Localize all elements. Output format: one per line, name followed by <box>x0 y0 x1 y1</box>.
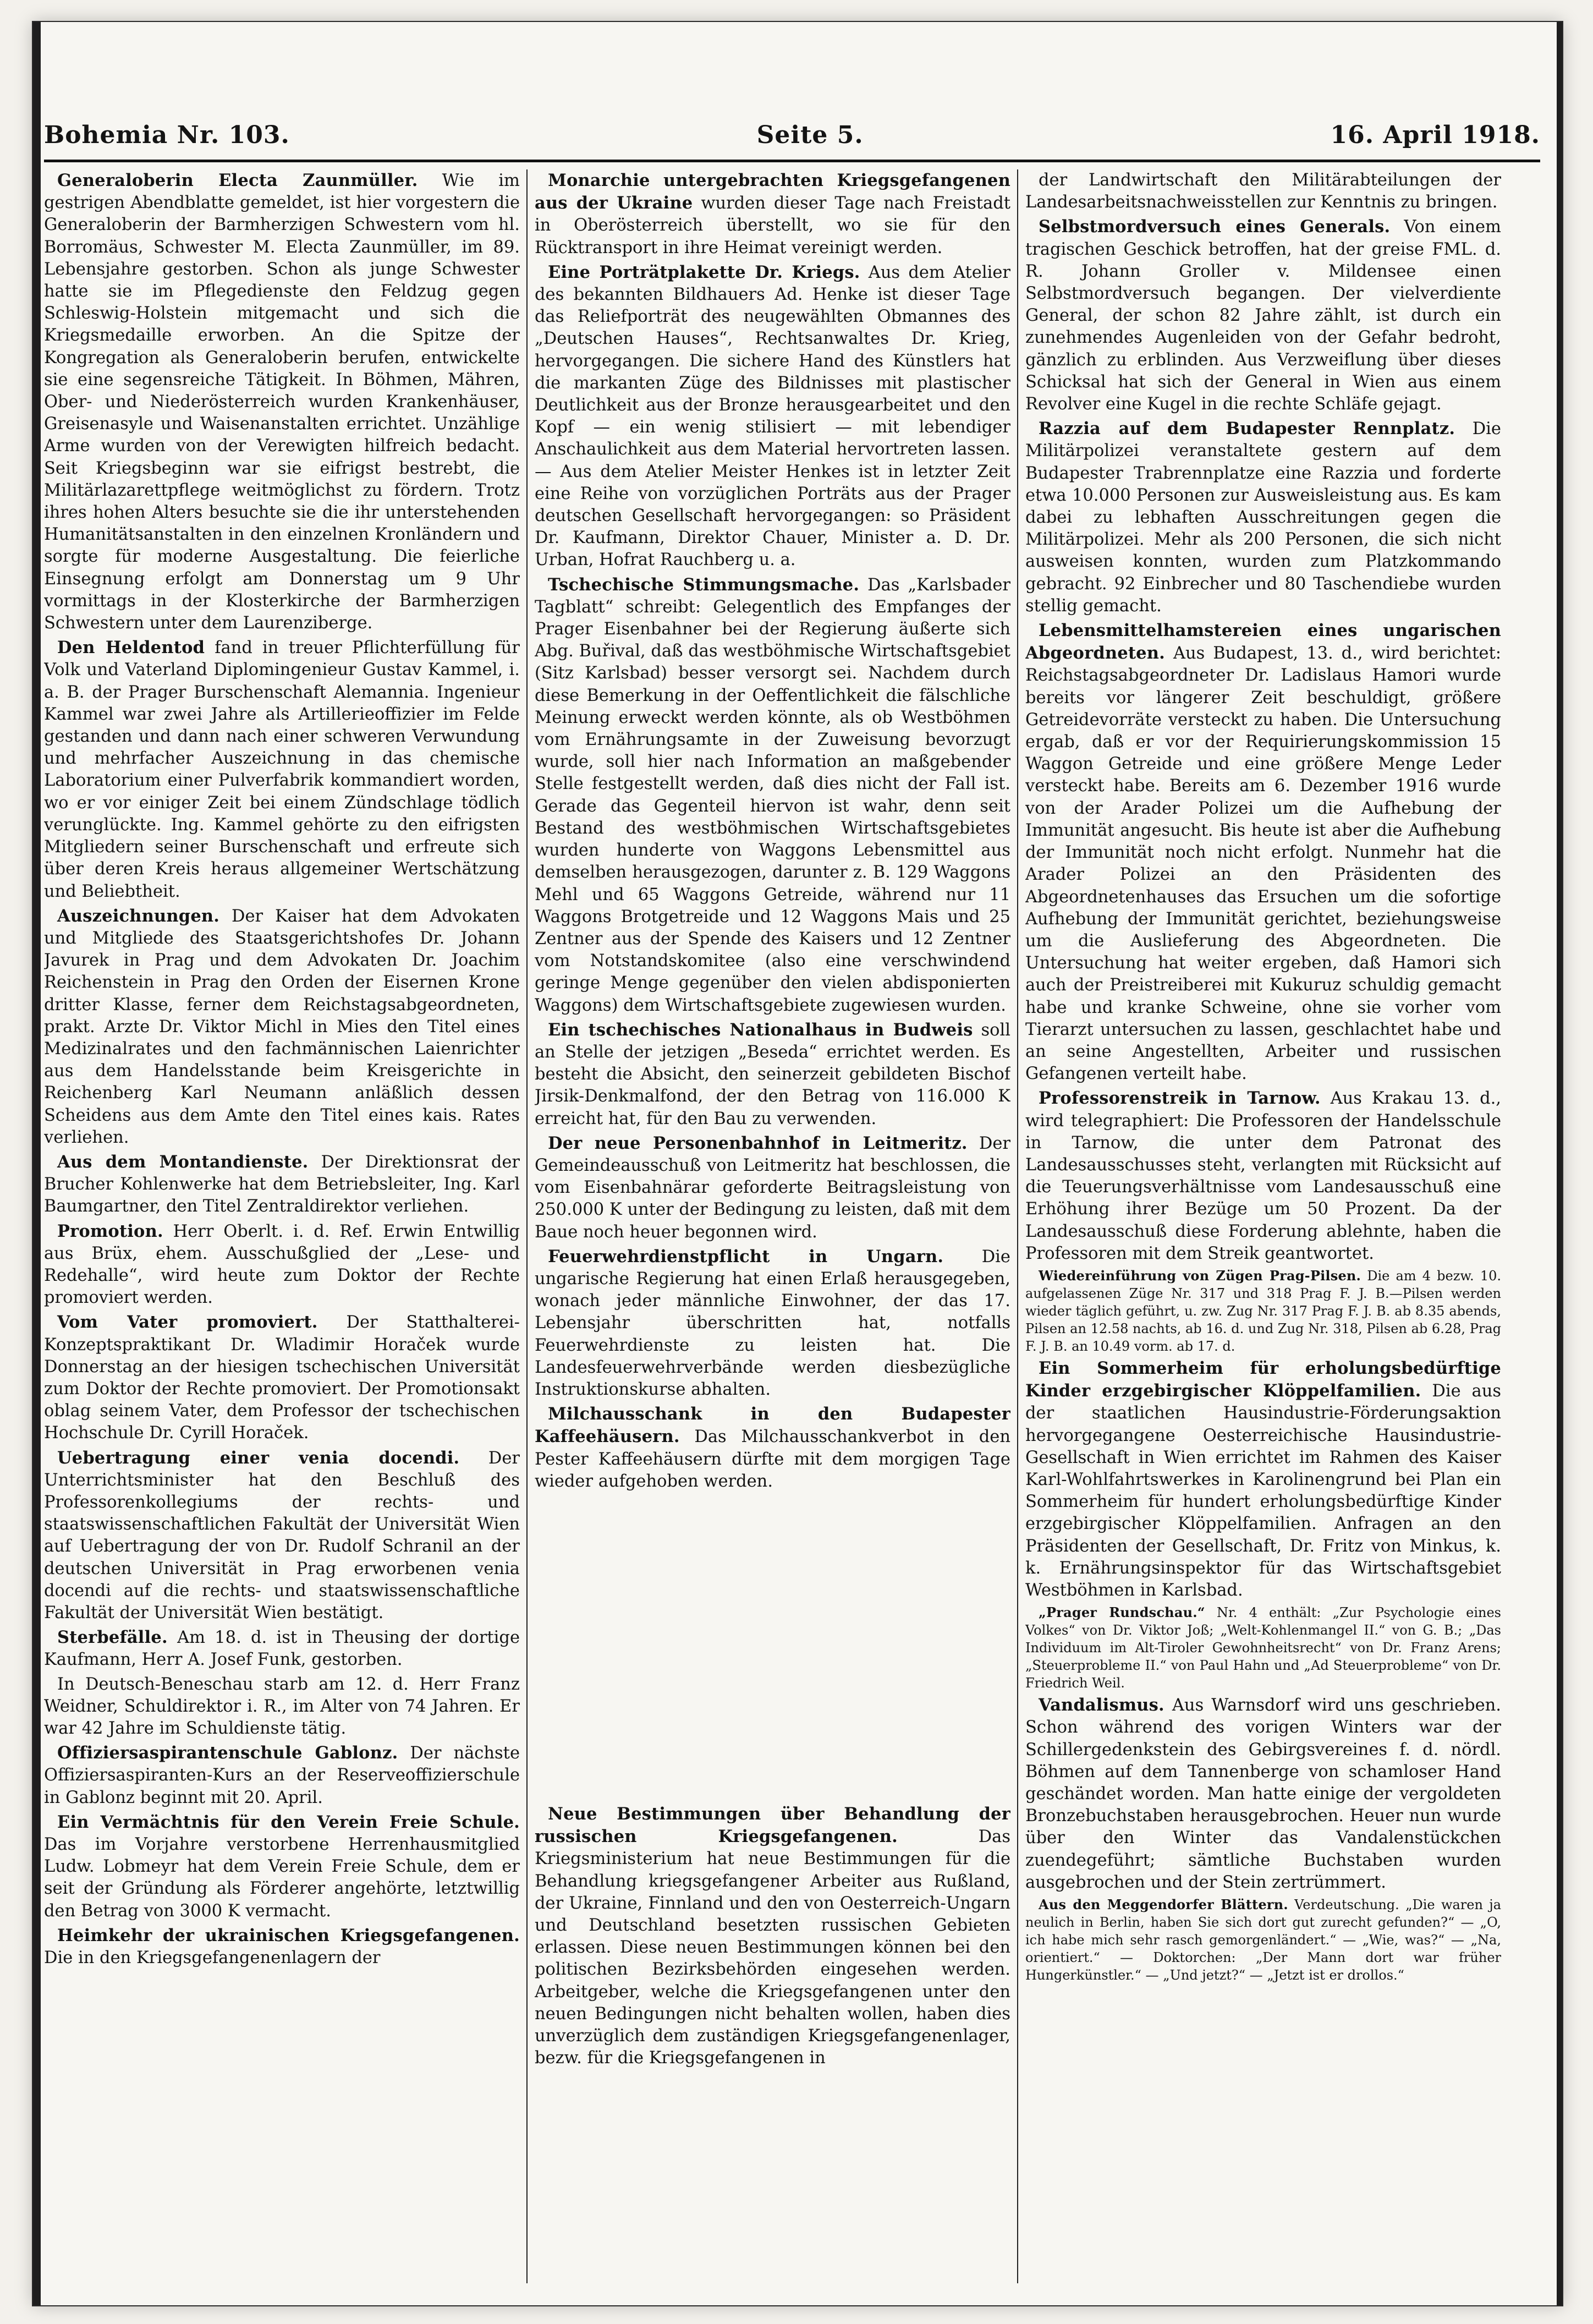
article-item <box>44 1626 520 1671</box>
article-item <box>44 1742 520 1809</box>
article-item <box>1025 620 1501 1085</box>
article-item <box>1025 169 1501 213</box>
article-headline: Razzia auf dem Budapester Rennplatz. <box>1039 419 1455 439</box>
article-item <box>1025 1357 1501 1602</box>
article-item <box>1025 216 1501 415</box>
article-body: Am 18. d. ist in Theusing der dortige Kaufmann, Herr A. Josef Funk, gestorben. <box>44 1628 520 1670</box>
article-item <box>44 1925 520 1969</box>
article-body: Der Statthalterei-Konzeptspraktikant Dr. Wladimir Horaček wurde Donnerstag an der hiesigen tschechischen Universität zum Doktor der Rechte promoviert. Der Promotionsakt oblag seinem Vater, dem Professor der tschechischen Hochschule Dr. Cyrill Horaček. <box>44 1313 520 1443</box>
column-blank-space <box>535 1495 1010 1803</box>
article-body: fand in treuer Pflichterfüllung für Volk und Vaterland Diplomingenieur Gustav Kammel, i. a. B. der Prager Burschenschaft Alemannia. Ingenieur Kammel war zwei Jahre als Artillerieoffizier im Felde gestanden und dann nach einer schweren Verwundung und mehrfacher Auszeichnung in das chemische Laboratorium einer Pulverfabrik kommandiert worden, wo er vor einiger Zeit bei einem Zündschlage tödlich verunglückte. Ing. Kammel gehörte zu den eifrigsten Mitgliedern seiner Burschenschaft und erfreute sich über deren Kreis heraus allgemeiner Wertschätzung und Beliebtheit. <box>44 638 520 901</box>
article-headline: Auszeichnungen. <box>57 906 220 926</box>
article-item <box>44 1311 520 1444</box>
article-item <box>535 574 1010 1017</box>
article-body: Das im Vorjahre verstorbene Herrenhausmitglied Ludw. Lobmeyr hat dem Verein Freie Schule, dem er seit der Gründung als Förderer angehörte, letztwillig den Betrag von 3000 K vermacht. <box>44 1835 520 1921</box>
article-item <box>44 1811 520 1922</box>
article-item <box>535 169 1010 259</box>
article-item <box>535 1403 1010 1493</box>
article-body: Das Kriegsministerium hat neue Bestimmungen für die Behandlung kriegsgefangener Arbeiter aus Rußland, der Ukraine, Finnland und den von Oesterreich-Ungarn und Deutschland besetzten russischen Gebieten erlassen. Diese neuen Bestimmungen können bei den politischen Bezirksbehörden eingesehen werden. Arbeitgeber, welche die Kriegsgefangenen unter den neuen Bedingungen nicht behalten wollen, haben dies unverzüglich dem zuständigen Kriegsgefangenenlager, bezw. für die Kriegsgefangenen in <box>535 1827 1010 2068</box>
article-item <box>535 1132 1010 1243</box>
article-headline: Vom Vater promoviert. <box>57 1312 318 1333</box>
article-item <box>1025 1267 1501 1355</box>
article-body: Wie im gestrigen Abendblatte gemeldet, ist hier vorgestern die Generaloberin der Barmherzigen Schwestern vom hl. Borromäus, Schwester M. Electa Zaunmüller, im 89. Lebensjahre gestorben. Schon als junge Schwester hatte sie im Pflegedienste den Feldzug gegen Schleswig-Holstein mitgemacht und sich die Kriegsmedaille erworben. An die Spitze der Kongregation als Generaloberin berufen, entwickelte sie eine segensreiche Tätigkeit. In Böhmen, Mähren, Ober- und Niederösterreich wurden Krankenhäuser, Greisenasyle und Waisenanstalten errichtet. Unzählige Arme wurden von der Verewigten hilfreich bedacht. Seit Kriegsbeginn war sie eifrigst bestrebt, die Militärlazarettpflege weitmöglichst zu fördern. Trotz ihres hohen Alters besuchte sie die ihr unterstehenden Humanitätsanstalten in den einzelnen Kronländern und sorgte für moderne Ausgestaltung. Die feierliche Einsegnung erfolgt am Donnerstag um 9 Uhr vormittags in der Klosterkirche der Barmherzigen Schwestern unter dem Laurenziberge. <box>44 171 520 633</box>
article-headline: Monarchie untergebrachten Kriegsgefangenen aus der Ukraine <box>535 171 1010 213</box>
article-item <box>44 1674 520 1740</box>
article-body: Der Unterrichtsminister hat den Beschluß des Professorenkollegiums der rechts- und staatswissenschaftlichen Fakultät der Universität Wien auf Uebertragung der von Dr. Rudolf Schranil an der deutschen Universität in Prag erworbenen venia docendi auf die rechts- und staatswissenschaftliche Fakultät der Universität Wien bestätigt. <box>44 1448 520 1623</box>
article-item <box>44 169 520 634</box>
article-columns <box>44 169 1540 2283</box>
article-body: Die aus der staatlichen Hausindustrie-Förderungsaktion hervorgegangene Oesterreichische Hausindustrie-Gesellschaft in Wien errichtet im Rahmen des Kaiser Karl-Wohlfahrtswerkes in Karolinengrund bei Plan ein Sommerheim für hundert erholungsbedürftige Kinder erzgebirgischer Klöppelfamilien. Anfragen an den Präsidenten der Gesellschaft, Dr. Fritz von Minkus, k. k. Ernährungsinspektor für das Wirtschaftsgebiet Westböhmen in Karlsbad. <box>1025 1382 1501 1600</box>
article-headline: Aus dem Montandienste. <box>57 1152 309 1172</box>
article-body: Verdeutschung. „Die waren ja neulich in Berlin, haben Sie sich dort gut zurecht gefunden?“ — „O, ich habe mich sehr rasch gemorgenländert.“ — „Wie, was?“ — „Na, orientiert.“ — Doktorchen: „Der Mann dort war früher Hungerkünstler.“ — „Und jetzt?“ — „Jetzt ist er drollos.“ <box>1025 1897 1501 1983</box>
article-headline: Uebertragung einer venia docendi. <box>57 1448 460 1468</box>
article-item <box>1025 1896 1501 1984</box>
article-headline: Selbstmordversuch eines Generals. <box>1039 217 1391 237</box>
article-headline: Vandalismus. <box>1039 1695 1164 1715</box>
article-body: der Landwirtschaft den Militärabteilungen der Landesarbeitsnachweisstellen zur Kenntnis zu bringen. <box>1025 171 1501 212</box>
column-1 <box>44 169 520 2283</box>
article-headline: Sterbefälle. <box>57 1627 168 1648</box>
header-date: 16. April 1918. <box>1330 120 1540 149</box>
article-headline: Neue Bestimmungen über Behandlung der russischen Kriegsgefangenen. <box>535 1804 1010 1847</box>
column-2 <box>535 169 1010 2283</box>
header-rule <box>44 160 1540 162</box>
page-edge-right <box>1557 22 1562 2305</box>
header-page-number: Seite 5. <box>756 120 864 149</box>
article-headline: Eine Porträtplakette Dr. Kriegs. <box>548 262 860 282</box>
article-body: soll an Stelle der jetzigen „Beseda“ errichtet werden. Es besteht die Absicht, den seinerzeit gebildeten Bischof Jirsik-Denkmalfond, der den Betrag von 116.000 K erreicht hat, für den Bau zu verwenden. <box>535 1020 1010 1128</box>
header-issue: Bohemia Nr. 103. <box>44 120 290 149</box>
article-item <box>44 637 520 902</box>
article-headline: Offiziersaspirantenschule Gablonz. <box>57 1743 398 1763</box>
article-body: Die Militärpolizei veranstaltete gestern auf dem Budapester Trabrennplatze eine Razzia und forderte etwa 10.000 Personen zur Ausweisleistung aus. Es kam dabei zu lebhaften Ausschreitungen gegen die Militärpolizei. Mehr als 200 Personen, die sich nicht ausweisen konnten, wurden zum Platzkommando gebracht. 92 Einbrecher und 80 Taschendiebe wurden stellig gemacht. <box>1025 419 1501 616</box>
article-headline: Professorenstreik in Tarnow. <box>1039 1088 1321 1109</box>
article-item <box>1025 418 1501 617</box>
column-3 <box>1025 169 1501 2283</box>
article-body: Aus Warnsdorf wird uns geschrieben. Schon während des vorigen Winters war der Schillergedenkstein des Gebirgsvereines f. d. nördl. Böhmen auf dem Tannenberge von schamloser Hand geschändet worden. Man hatte einige der vergoldeten Bronzebuchstaben herausgebrochen. Heuer nun wurde über den Winter das Vandalenstückchen zuendegeführt; sämtliche Buchstaben wurden ausgebrochen und der Stein zertrümmert. <box>1025 1696 1501 1892</box>
article-body: Der Direktionsrat der Brucher Kohlenwerke hat dem Betriebsleiter, Ing. Karl Baumgartner, den Titel Zentraldirektor verliehen. <box>44 1152 520 1216</box>
article-item <box>44 1220 520 1309</box>
article-item <box>44 1151 520 1218</box>
article-headline: Heimkehr der ukrainischen Kriegsgefangenen. <box>57 1925 520 1945</box>
article-headline: Tschechische Stimmungsmache. <box>548 574 860 595</box>
article-body: Herr Oberlt. i. d. Ref. Erwin Entwillig aus Brüx, ehem. Ausschußglied der „Lese- und Redehalle“, wird heute zum Doktor der Rechte promoviert werden. <box>44 1221 520 1308</box>
article-body: Der Kaiser hat dem Advokaten und Mitgliede des Staatsgerichtshofes Dr. Johann Javurek in Prag und dem Advokaten Dr. Joachim Reichenstein in Prag den Orden der Eisernen Krone dritter Klasse, ferner dem Reichstagsabgeordneten, prakt. Arzte Dr. Viktor Michl in Mies den Titel eines Medizinalrates und den fachmännischen Laienrichter aus dem Handelsstande beim Kreisgerichte in Reichenberg Karl Neumann anläßlich dessen Scheidens aus dem Amte den Titel eines kais. Rates verliehen. <box>44 906 520 1147</box>
article-headline: Feuerwehrdienstpflicht in Ungarn. <box>548 1246 944 1267</box>
article-body: Das „Karlsbader Tagblatt“ schreibt: Gelegentlich des Empfanges der Prager Eisenbahner bei der Regierung äußerte sich Abg. Buřival, daß das westböhmische Wirtschaftsgebiet (Sitz Karlsbad) besser versorgt sei. Nachdem durch diese Bemerkung in der Oeffentlichkeit die fälschliche Meinung erweckt werden könnte, als ob Westböhmen vom Ernährungsamte in der Zuweisung bevorzugt wurde, soll hier nach Information an maßgebender Stelle festgestellt werden, daß dies nicht der Fall ist. Gerade das Gegenteil hiervon ist wahr, denn seit Bestand des westböhmischen Wirtschaftsgebietes wurden hunderte von Waggons Lebensmittel aus demselben herausgezogen, darunter z. B. 129 Waggons Mehl und 65 Waggons Getreide, während nur 11 Waggons Brotgetreide und 12 Waggons Mais und 25 Zentner aus der Spende des Kaisers und 12 Zentner vom Notstandskomitee (also eine verschwindend geringe Menge gegenüber den vielen abdisponierten Waggons) dem Wirtschaftsgebiete zugewiesen wurden. <box>535 575 1010 1015</box>
article-headline: Promotion. <box>57 1221 163 1241</box>
column-separator-1 <box>526 169 528 2283</box>
article-body: Von einem tragischen Geschick betroffen, hat der greise FML. d. R. Johann Groller v. Mildensee einen Selbstmordversuch begangen. Der vielverdiente General, der schon 82 Jahre zählt, ist durch ein zunehmendes Augenleiden von der Gefahr bedroht, gänzlich zu erblinden. Aus Verzweiflung über dieses Schicksal hat sich der General in Wien aus einem Revolver eine Kugel in die rechte Schläfe gejagt. <box>1025 217 1501 414</box>
article-headline: Den Heldentod <box>57 638 205 658</box>
article-item <box>535 1803 1010 2069</box>
article-body: In Deutsch-Beneschau starb am 12. d. Herr Franz Weidner, Schuldirektor i. R., im Alter von 74 Jahren. Er war 42 Jahre im Schuldienste tätig. <box>44 1674 520 1739</box>
article-body: Der nächste Offiziersaspiranten-Kurs an der Reserveoffizierschule in Gablonz beginnt mit 20. April. <box>44 1744 520 1807</box>
article-headline: „Prager Rundschau.“ <box>1039 1604 1205 1621</box>
article-body: Aus Budapest, 13. d., wird berichtet: Reichstagsabgeordneter Dr. Ladislaus Hamori wurde bereits vor längerer Zeit beschuldigt, größere Getreidevorräte versteckt zu haben. Die Untersuchung ergab, daß er vor der Requirierungskommission 15 Waggon Getreide und eine größere Menge Leder versteckt habe. Bereits am 6. Dezember 1916 wurde von der Arader Polizei um die Aufhebung der Immunität angesucht. Bis heute ist aber die Aufhebung der Immunität noch nicht erfolgt. Nunmehr hat die Arader Polizei an den Präsidenten des Abgeordnetenhauses das Ersuchen um die sofortige Aufhebung der Immunität gerichtet, beziehungsweise um die Auslieferung des Abgeordneten. Die Untersuchung hat weiter ergeben, daß Hamori sich auch der Preistreiberei mit Kukuruz schuldig gemacht habe und kranke Schweine, ohne sie vorher vom Tierarzt untersuchen zu lassen, geschlachtet habe und an seine Angestellten, Arbeiter und russischen Gefangenen verteilt habe. <box>1025 644 1501 1084</box>
article-headline: Milchausschank in den Budapester Kaffeehäusern. <box>535 1404 1010 1447</box>
article-body: Nr. 4 enthält: „Zur Psychologie eines Volkes“ von Dr. Viktor Joß; „Welt-Kohlenmangel II.“ von G. B.; „Das Individuum im Alt-Tiroler Gewohnheitsrecht“ von Dr. Franz Arens; „Steuerprobleme II.“ von Paul Hahn und „Ad Steuerprobleme“ von Dr. Friedrich Weil. <box>1025 1605 1501 1691</box>
article-headline: Lebensmittelhamstereien eines ungarischen Abgeordneten. <box>1025 621 1501 664</box>
article-item <box>535 261 1010 572</box>
article-headline: Generaloberin Electa Zaunmüller. <box>57 171 418 190</box>
column-separator-2 <box>1017 169 1018 2283</box>
article-item <box>535 1019 1010 1130</box>
article-body: Die am 4 bezw. 10. aufgelassenen Züge Nr. 317 und 318 Prag F. J. B.—Pilsen werden wieder täglich geführt, u. zw. Zug Nr. 317 Prag F. J. B. ab 8.35 abends, Pilsen an 12.58 nachts, ab 16. d. und Zug Nr. 318, Pilsen ab 6.28, Prag F. J. B. an 10.49 vorm. ab 17. d. <box>1025 1268 1501 1354</box>
article-headline: Ein Sommerheim für erholungsbedürftige Kinder erzgebirgischer Klöppelfamilien. <box>1025 1358 1501 1401</box>
article-headline: Aus den Meggendorfer Blättern. <box>1039 1897 1288 1913</box>
article-body: Aus dem Atelier des bekannten Bildhauers Ad. Henke ist dieser Tage das Reliefporträt des neugewählten Obmannes des „Deutschen Hauses“, Rechtsanwaltes Dr. Krieg, hervorgegangen. Die sichere Hand des Künstlers hat die markanten Züge des Bildnisses mit plastischer Deutlichkeit aus der Bronze herausgearbeitet und den Kopf — ein wenig stilisiert — mit lebendiger Anschaulichkeit aus dem Material hervortreten lassen. — Aus dem Atelier Meister Henkes ist in letzter Zeit eine Reihe von vorzüglichen Porträts aus der Prager deutschen Gesellschaft hervorgegangen: so Präsident Dr. Kaufmann, Direktor Chauer, Minister a. D. Dr. Urban, Hofrat Rauchberg u. a. <box>535 262 1010 570</box>
article-body: Die in den Kriegsgefangenenlagern der <box>44 1948 381 1968</box>
article-body: Die ungarische Regierung hat einen Erlaß herausgegeben, wonach jeder männliche Einwohner, der das 17. Lebensjahr überschritten hat, notfalls Feuerwehrdienste zu leisten hat. Die Landesfeuerwehrverbände werden diesbezügliche Instruktionskurse abhalten. <box>535 1247 1010 1399</box>
article-body: Der Gemeindeausschuß von Leitmeritz hat beschlossen, die vom Eisenbahnärar geforderte Beitragsleistung von 250.000 K unter der Bedingung zu leisten, daß mit dem Baue noch heuer begonnen wird. <box>535 1133 1010 1242</box>
article-headline: Der neue Personenbahnhof in Leitmeritz. <box>548 1133 968 1153</box>
article-item <box>44 905 520 1149</box>
article-headline: Wiedereinführung von Zügen Prag-Pilsen. <box>1039 1267 1361 1284</box>
article-item <box>535 1246 1010 1401</box>
article-body: wurden dieser Tage nach Freistadt in Oberösterreich überstellt, wo sie für den Rücktransport in ihre Heimat vereinigt werden. <box>535 194 1010 257</box>
article-item <box>1025 1694 1501 1894</box>
newspaper-page <box>33 22 1562 2305</box>
article-headline: Ein Vermächtnis für den Verein Freie Schule. <box>57 1812 520 1832</box>
article-headline: Ein tschechisches Nationalhaus in Budweis <box>548 1020 973 1040</box>
article-item <box>1025 1087 1501 1265</box>
article-item <box>44 1447 520 1625</box>
article-body: Aus Krakau 13. d., wird telegraphiert: Die Professoren der Handelsschule in Tarnow, die unter dem Patronat des Landesausschusses steht, verlangten mit Rücksicht auf die Teuerungsverhältnisse vom Landesausschuß eine Erhöhung ihrer Bezüge um 50 Prozent. Da der Landesausschuß diese Forderung ablehnte, haben die Professoren mit dem Streik geantwortet. <box>1025 1089 1501 1263</box>
article-body: Das Milchausschankverbot in den Pester Kaffeehäusern dürfte mit dem morgigen Tage wieder aufgehoben werden. <box>535 1427 1010 1491</box>
page-header <box>44 116 1540 154</box>
page-edge-left <box>33 22 41 2305</box>
article-item <box>1025 1604 1501 1692</box>
